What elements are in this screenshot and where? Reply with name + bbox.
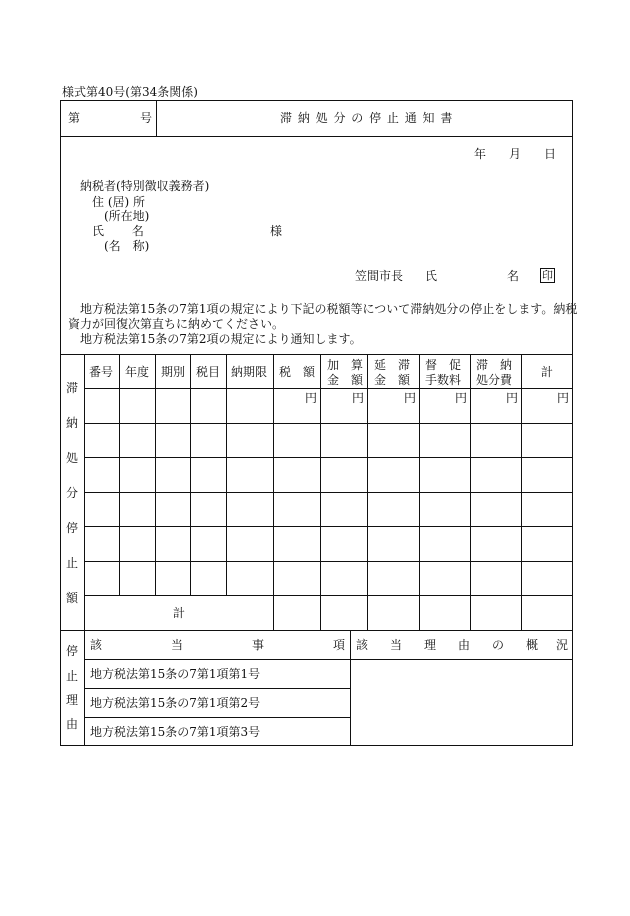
total-row-label: 計 xyxy=(173,606,186,620)
reason-side-char-3: 理 xyxy=(66,693,79,707)
col-header-disposition-1: 滞 納 xyxy=(476,358,513,372)
reason-header-char-1: 該 xyxy=(356,638,369,652)
side-label-char-7: 額 xyxy=(66,591,79,605)
honorific: 様 xyxy=(270,224,283,238)
side-label-char-3: 処 xyxy=(66,451,79,465)
col-line-2 xyxy=(155,354,156,595)
row-line-2 xyxy=(84,457,573,458)
col-header-due-date: 納期限 xyxy=(231,365,268,379)
row-line-4 xyxy=(84,526,573,527)
table2-row-line-1 xyxy=(84,688,350,689)
col-header-disposition-2: 処分費 xyxy=(476,373,513,387)
mayor-mei: 名 xyxy=(507,269,520,283)
col-header-total: 計 xyxy=(541,365,554,379)
form-label: 様式第40号(第34条関係) xyxy=(62,85,198,99)
col-header-number: 番号 xyxy=(89,365,114,379)
table1-top-border xyxy=(60,354,573,355)
applicable-header-char-3: 事 xyxy=(252,638,265,652)
reason-header-char-3: 理 xyxy=(424,638,437,652)
reason-side-char-4: 由 xyxy=(66,717,79,731)
table2-top-border xyxy=(60,630,573,631)
taxpayer-label: 納税者(特別徴収義務者) xyxy=(80,179,210,193)
side-label-char-6: 止 xyxy=(66,556,79,570)
reason-header-char-4: 由 xyxy=(458,638,471,652)
applicable-header-char-4: 項 xyxy=(333,638,346,652)
mayor-shi: 氏 xyxy=(425,269,438,283)
header-divider xyxy=(60,136,573,137)
table2-header-line xyxy=(84,659,573,660)
row-line-6 xyxy=(84,595,573,596)
body-line-2: 資力が回復次第直ちに納めてください。 xyxy=(68,317,285,331)
body-line-3: 地方税法第15条の7第2項の規定により通知します。 xyxy=(80,332,362,346)
col-header-fee-2: 手数料 xyxy=(425,373,462,387)
reason-row-3: 地方税法第15条の7第1項第3号 xyxy=(90,725,261,739)
mayor-label: 笠間市長 xyxy=(355,269,404,283)
col-line-1 xyxy=(119,354,120,595)
col-line-3 xyxy=(190,354,191,595)
reason-side-char-2: 止 xyxy=(66,669,79,683)
applicable-header-char-2: 当 xyxy=(171,638,184,652)
reason-side-char-1: 停 xyxy=(66,644,79,658)
col-header-additional-2: 金 額 xyxy=(327,373,364,387)
name-label: 氏 名 xyxy=(92,224,144,238)
applicable-header-char-1: 該 xyxy=(90,638,103,652)
reason-row-2: 地方税法第15条の7第1項第2号 xyxy=(90,696,261,710)
col-header-delinquent-1: 延 滞 xyxy=(374,358,411,372)
location-label: (所在地) xyxy=(104,209,150,223)
col-header-fee-1: 督 促 xyxy=(425,358,462,372)
table2-row-line-2 xyxy=(84,717,350,718)
col-header-tax-amount: 税 額 xyxy=(279,365,316,379)
col-line-4 xyxy=(226,354,227,595)
side-label-char-4: 分 xyxy=(66,486,79,500)
reason-header-char-5: の xyxy=(492,638,505,652)
yen-total: 円 xyxy=(557,391,570,405)
reason-header-char-2: 当 xyxy=(390,638,403,652)
col-header-additional-1: 加 算 xyxy=(327,358,364,372)
yen-delinquent: 円 xyxy=(404,391,417,405)
title-name-label: (名 称) xyxy=(104,239,150,253)
address-label: 住 (居) 所 xyxy=(92,195,145,209)
date-year: 年 xyxy=(474,147,487,161)
col-header-tax-item: 税目 xyxy=(196,365,221,379)
side-label-char-5: 停 xyxy=(66,521,79,535)
row-line-1 xyxy=(84,423,573,424)
reason-row-1: 地方税法第15条の7第1項第1号 xyxy=(90,667,261,681)
number-label: 第 xyxy=(68,111,81,125)
col-header-period: 期別 xyxy=(161,365,186,379)
seal-mark: 印 xyxy=(542,269,553,282)
reason-header-char-7: 況 xyxy=(556,638,569,652)
col-header-fiscal-year: 年度 xyxy=(125,365,150,379)
col-header-delinquent-2: 金 額 xyxy=(374,373,411,387)
side-label-char-1: 滞 xyxy=(66,381,79,395)
yen-disposition: 円 xyxy=(506,391,519,405)
body-line-1: 地方税法第15条の7第1項の規定により下記の税額等について滞納処分の停止をします。納税 xyxy=(80,302,578,316)
row-line-5 xyxy=(84,561,573,562)
number-suffix: 号 xyxy=(140,111,153,125)
reason-header-char-6: 概 xyxy=(526,638,539,652)
side-label-char-2: 納 xyxy=(66,416,79,430)
row-line-3 xyxy=(84,492,573,493)
date-day: 日 xyxy=(544,147,557,161)
yen-tax-amount: 円 xyxy=(305,391,318,405)
yen-fee: 円 xyxy=(455,391,468,405)
yen-additional: 円 xyxy=(352,391,365,405)
table2-mid-divider xyxy=(350,630,351,746)
page-title: 滞 納 処 分 の 停 止 通 知 書 xyxy=(280,111,454,125)
header-vertical-divider xyxy=(156,100,157,136)
date-month: 月 xyxy=(509,147,522,161)
row-line-header xyxy=(84,388,573,389)
